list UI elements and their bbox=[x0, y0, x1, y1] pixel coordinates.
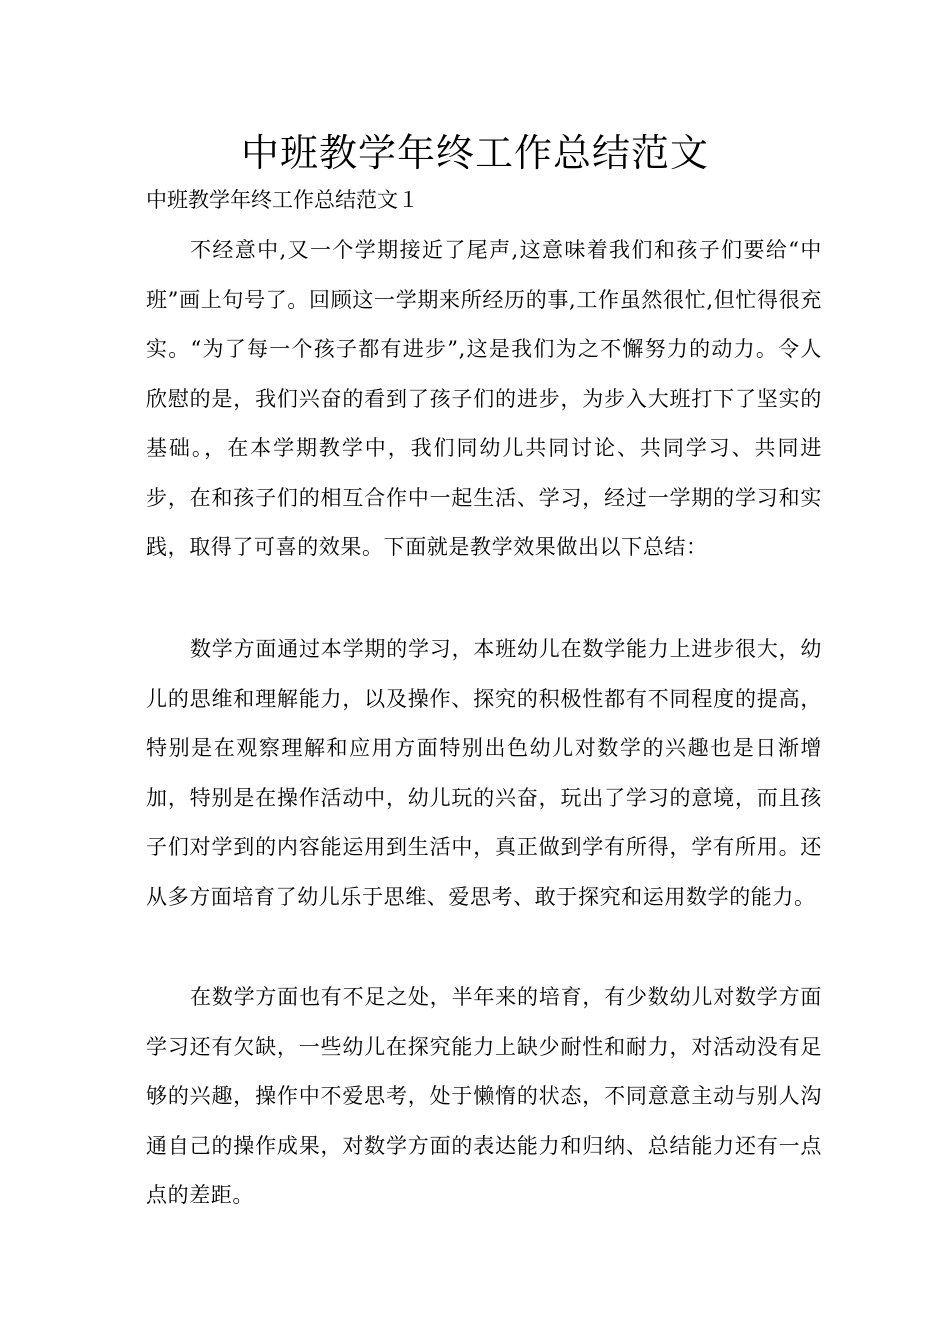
paragraph-intro: 不经意中,又一个学期接近了尾声,这意味着我们和孩子们要给“中班”画上句号了。回顾这一学期来所经历的事,工作虽然很忙,但忙得很充实。“为了每一个孩子都有进步”,这是我们为之不懈努力的动力。令人欣慰的是，我们兴奋的看到了孩子们的进步，为步入大班打下了坚实的基础。，在本学期教学中，我们同幼儿共同讨论、共同学习、共同进步，在和孩子们的相互合作中一起生活、学习，经过一学期的学习和实践，取得了可喜的效果。下面就是教学效果做出以下总结： bbox=[146, 238, 822, 559]
document-subtitle: 中班教学年终工作总结范文１ bbox=[146, 188, 419, 212]
paragraph-math-progress: 数学方面通过本学期的学习，本班幼儿在数学能力上进步很大，幼儿的思维和理解能力，以及操作、探究的积极性都有不同程度的提高，特别是在观察理解和应用方面特别出色幼儿对数学的兴趣也是日渐增加，特别是在操作活动中，幼儿玩的兴奋，玩出了学习的意境，而且孩子们对学到的内容能运用到生活中，真正做到学有所得，学有所用。还从多方面培育了幼儿乐于思维、爱思考、敢于探究和运用数学的能力。 bbox=[146, 637, 822, 909]
document-title: 中班教学年终工作总结范文 bbox=[240, 131, 709, 175]
paragraph-math-shortcomings: 在数学方面也有不足之处，半年来的培育，有少数幼儿对数学方面学习还有欠缺，一些幼儿在探究能力上缺少耐性和耐力，对活动没有足够的兴趣，操作中不爱思考，处于懒惰的状态，不同意意主动与别人沟通自己的操作成果，对数学方面的表达能力和归纳、总结能力还有一点点的差距。 bbox=[146, 985, 822, 1207]
